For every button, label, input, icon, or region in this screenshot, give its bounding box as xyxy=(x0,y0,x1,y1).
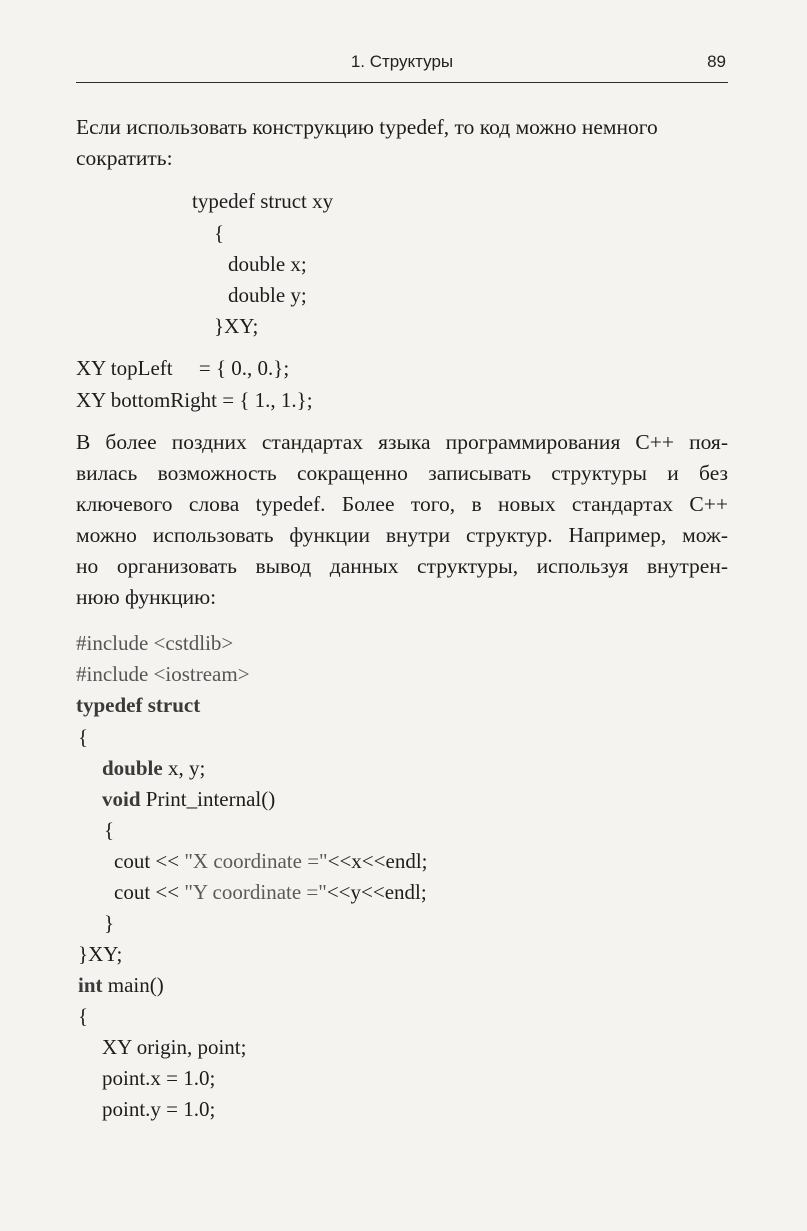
void-keyword: void xyxy=(102,787,141,811)
double-keyword: double xyxy=(102,756,163,780)
code1-line-2: { xyxy=(214,221,225,245)
assign-point-x: point.x = 1.0; xyxy=(102,1066,216,1090)
brace-open-main: { xyxy=(78,1004,89,1028)
brace-close-function: } xyxy=(104,911,115,935)
include-cstdlib: #include <cstdlib> xyxy=(76,631,234,655)
cout-x-string: "X coordinate =" xyxy=(184,849,328,873)
typedef-struct-keyword: typedef struct xyxy=(76,693,201,717)
para-line-4: можно использовать функции внутри структур. Например, мож- xyxy=(76,523,728,547)
main-paragraph xyxy=(76,427,728,613)
page-number: 89 xyxy=(707,52,726,71)
brace-open-struct: { xyxy=(78,725,89,749)
para-line-6: нюю функцию: xyxy=(76,585,217,609)
cout-y-line xyxy=(114,877,427,908)
main-signature xyxy=(78,970,164,1001)
chapter-title: 1. Структуры xyxy=(350,52,454,71)
cout-x-tail: <<x<<endl; xyxy=(327,849,428,873)
close-struct-xy: }XY; xyxy=(78,942,123,966)
para-line-5: но организовать вывод данных структуры, используя внутрен- xyxy=(76,554,728,578)
print-internal-decl: Print_internal() xyxy=(140,787,276,811)
para-line-1: В более поздних стандартах языка программирования С++ поя- xyxy=(76,430,728,454)
code1-line-1: typedef struct xy xyxy=(192,189,334,213)
page-header xyxy=(76,50,728,83)
vars-line-2: XY bottomRight = { 1., 1.}; xyxy=(76,388,313,412)
intro-line-2: сократить: xyxy=(76,146,173,170)
intro-paragraph xyxy=(76,112,728,174)
int-keyword: int xyxy=(78,973,103,997)
vars-line-1: XY topLeft = { 0., 0.}; xyxy=(76,356,290,380)
brace-open-function: { xyxy=(104,818,115,842)
code2-double-line xyxy=(102,753,205,784)
code2-void-line xyxy=(102,784,275,815)
assign-point-y: point.y = 1.0; xyxy=(102,1097,216,1121)
para-line-3: ключевого слова typedef. Более того, в новых стандартах С++ xyxy=(76,492,728,516)
code1-line-5: }XY; xyxy=(214,314,259,338)
code1-line-4: double y; xyxy=(228,283,307,307)
double-members: x, y; xyxy=(162,756,206,780)
cout-x-line xyxy=(114,846,428,877)
cout-y-tail: <<y<<endl; xyxy=(326,880,427,904)
declare-origin-point: XY origin, point; xyxy=(102,1035,247,1059)
cout-x-op: cout << xyxy=(114,849,185,873)
cout-y-string: "Y coordinate =" xyxy=(184,880,327,904)
code1-line-3: double x; xyxy=(228,252,307,276)
main-function-name: main() xyxy=(102,973,164,997)
cout-y-op: cout << xyxy=(114,880,185,904)
para-line-2: вилась возможность сокращенно записывать структуры и без xyxy=(76,461,728,485)
intro-line-1: Если использовать конструкцию typedef, то код можно немного xyxy=(76,115,658,139)
include-iostream: #include <iostream> xyxy=(76,662,250,686)
